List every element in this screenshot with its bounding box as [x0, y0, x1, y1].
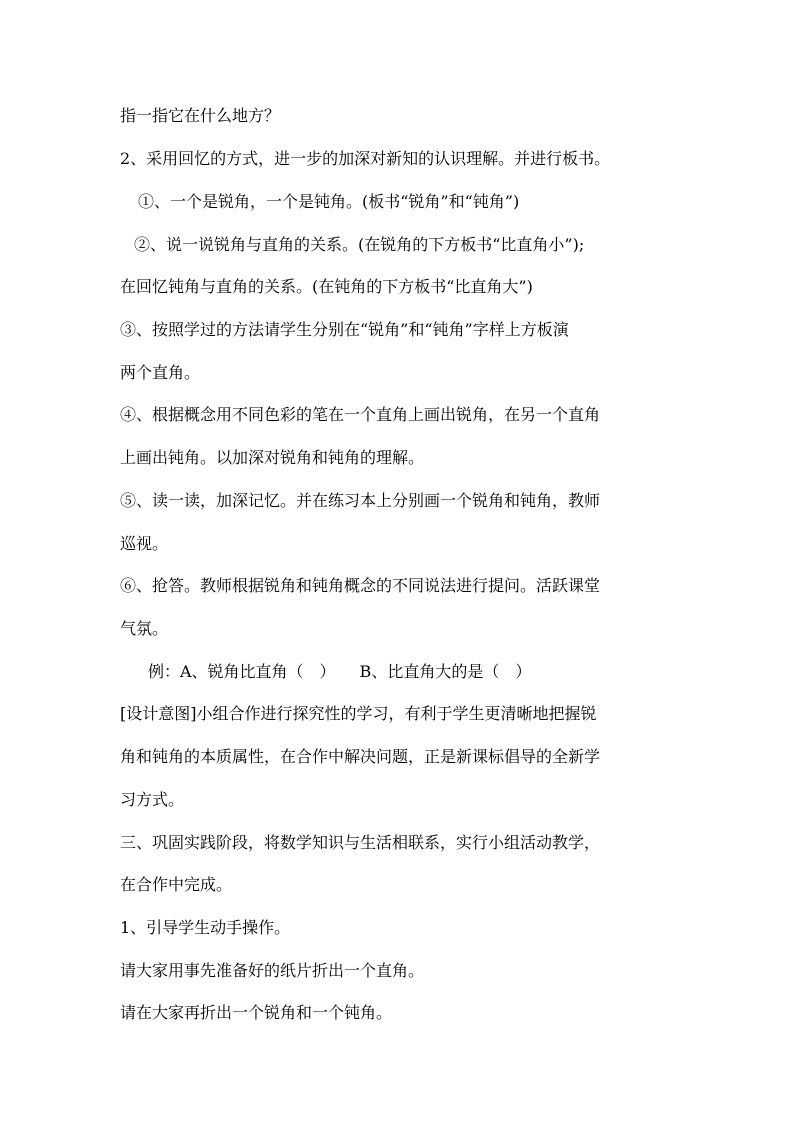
- text-line-3: ①、一个是锐角，一个是钝角。(板书“锐角”和“钝角”): [138, 192, 520, 211]
- text-line-19: 在合作中完成。: [120, 875, 233, 894]
- text-line-4: ②、说一说锐角与直角的关系。(在锐角的下方板书“比直角小”);: [134, 235, 585, 254]
- text-line-1: 指一指它在什么地方？: [120, 106, 281, 125]
- text-line-8: ④、根据概念用不同色彩的笔在一个直角上画出锐角，在另一个直角: [120, 405, 601, 424]
- text-line-5: 在回忆钝角与直角的关系。(在钝角的下方板书“比直角大”): [120, 277, 533, 296]
- text-line-9: 上画出钝角。以加深对锐角和钝角的理解。: [120, 448, 425, 467]
- text-line-14: 例：A、锐角比直角（ ） B、比直角大的是（ ）: [148, 662, 532, 681]
- text-line-2: 2、采用回忆的方式，进一步的加深对新知的认识理解。并进行板书。: [120, 149, 611, 168]
- text-line-7: 两个直角。: [120, 363, 201, 382]
- text-line-18: 三、巩固实践阶段，将数学知识与生活相联系，实行小组活动教学，: [120, 833, 601, 852]
- text-line-15: [设计意图]小组合作进行探究性的学习，有利于学生更清晰地把握锐: [120, 704, 597, 723]
- text-line-16: 角和钝角的本质属性，在合作中解决问题，正是新课标倡导的全新学: [120, 747, 601, 766]
- text-line-21: 请大家用事先准备好的纸片折出一个直角。: [120, 961, 425, 980]
- text-line-12: ⑥、抢答。教师根据锐角和钝角概念的不同说法进行提问。活跃课堂: [120, 576, 601, 595]
- text-line-6: ③、按照学过的方法请学生分别在“锐角”和“钝角”字样上方板演: [120, 320, 569, 339]
- text-line-10: ⑤、读一读，加深记忆。并在练习本上分别画一个锐角和钝角，教师: [120, 491, 601, 510]
- text-line-22: 请在大家再折出一个锐角和一个钝角。: [120, 1003, 393, 1022]
- text-line-17: 习方式。: [120, 790, 185, 809]
- text-line-20: 1、引导学生动手操作。: [120, 918, 291, 937]
- text-line-13: 气氛。: [120, 619, 169, 638]
- text-line-11: 巡视。: [120, 534, 169, 553]
